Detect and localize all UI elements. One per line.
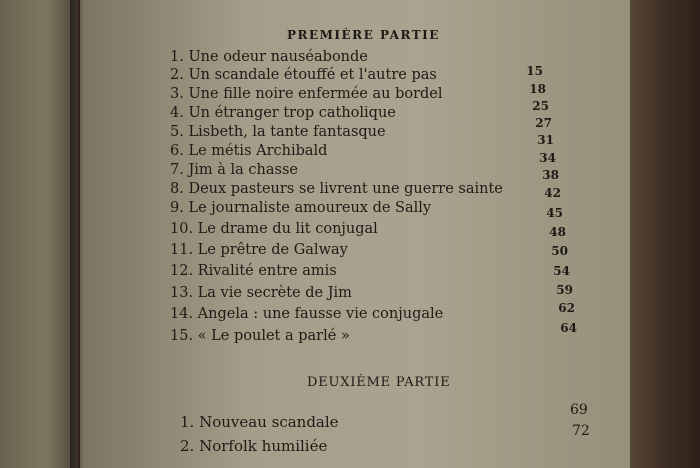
page-number: 15 <box>526 64 543 78</box>
entry-title: Angela : une fausse vie conjugale <box>197 306 444 322</box>
entry-number: 1. <box>180 413 195 431</box>
toc-entry <box>170 49 368 65</box>
entry-number: 11. <box>170 242 194 258</box>
page-number: 31 <box>537 133 554 147</box>
entry-number: 10. <box>170 221 194 237</box>
toc-entry <box>170 285 352 301</box>
entry-number: 6. <box>170 143 184 159</box>
toc-entry <box>170 242 348 258</box>
page-number: 34 <box>539 151 556 165</box>
toc-entry <box>170 67 437 83</box>
entry-title: Le métis Archibald <box>188 143 328 159</box>
entry-title: Un étranger trop catholique <box>188 105 396 121</box>
page-number: 72 <box>572 423 590 439</box>
entry-number: 5. <box>170 124 184 140</box>
page-number: 48 <box>549 225 566 239</box>
entry-number: 15. <box>170 328 194 344</box>
toc-entry <box>170 221 378 237</box>
page-number: 18 <box>529 82 546 96</box>
entry-title: Deux pasteurs se livrent une guerre sainte <box>188 181 503 197</box>
toc-entry <box>170 200 431 216</box>
entry-number: 9. <box>170 200 184 216</box>
entry-number: 2. <box>170 67 184 83</box>
page-number: 69 <box>570 402 588 418</box>
entry-number: 14. <box>170 306 194 322</box>
entry-title: Rivalité entre amis <box>197 263 337 279</box>
entry-title: Nouveau scandale <box>199 413 339 431</box>
entry-title: Le journaliste amoureux de Sally <box>188 200 432 216</box>
entry-number: 8. <box>170 181 184 197</box>
page-number: 25 <box>532 99 549 113</box>
toc-entry <box>170 162 298 178</box>
toc-entry <box>170 86 443 102</box>
entry-title: « Le poulet a parlé » <box>197 328 350 344</box>
toc-entry <box>180 413 339 431</box>
toc-entry <box>170 306 443 322</box>
entry-number: 7. <box>170 162 184 178</box>
page-number: 38 <box>542 168 559 182</box>
page-number: 45 <box>546 206 563 220</box>
entry-number: 12. <box>170 263 194 279</box>
page-number: 50 <box>551 244 568 258</box>
entry-number: 13. <box>170 285 194 301</box>
toc-entry <box>170 181 503 197</box>
entry-title: Jim à la chasse <box>188 162 298 178</box>
toc-entry <box>170 328 350 344</box>
entry-title: Le drame du lit conjugal <box>197 221 378 237</box>
toc-entry <box>170 105 396 121</box>
entry-title: Le prêtre de Galway <box>197 242 348 258</box>
entry-title: Une fille noire enfermée au bordel <box>188 86 443 102</box>
entry-number: 2. <box>180 437 195 455</box>
page-number: 62 <box>558 301 575 315</box>
entry-number: 1. <box>170 49 184 65</box>
entry-number: 3. <box>170 86 184 102</box>
toc-entry <box>180 437 327 455</box>
entry-title: La vie secrète de Jim <box>197 285 352 301</box>
toc-entry <box>170 124 386 140</box>
left-page <box>0 0 78 468</box>
entry-number: 4. <box>170 105 184 121</box>
background-surface <box>630 0 700 468</box>
page-number: 64 <box>560 321 577 335</box>
page-gutter <box>70 0 84 468</box>
toc-entry <box>170 143 327 159</box>
entry-title: Lisbeth, la tante fantasque <box>188 124 386 140</box>
entry-title: Une odeur nauséabonde <box>188 49 368 65</box>
entry-title: Norfolk humiliée <box>199 437 328 455</box>
page-number: 59 <box>556 283 573 297</box>
page-number: 42 <box>544 186 561 200</box>
toc-entry <box>170 263 337 279</box>
part1-heading: PREMIÈRE PARTIE <box>287 28 440 42</box>
entry-title: Un scandale étouffé et l'autre pas <box>188 67 437 83</box>
page-number: 54 <box>553 264 570 278</box>
page-number: 27 <box>535 116 552 130</box>
part2-heading: DEUXIÈME PARTIE <box>307 375 451 390</box>
